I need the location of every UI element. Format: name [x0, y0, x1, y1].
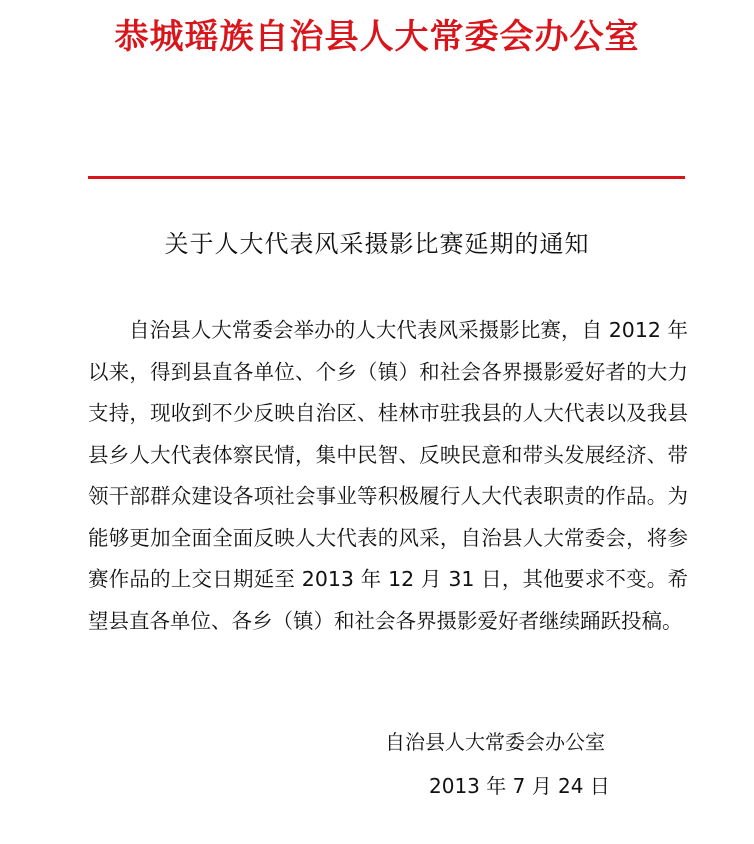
signature-date: 2013 年 7 月 24 日 [429, 774, 610, 798]
signature-organization: 自治县人大常委会办公室 [385, 730, 605, 754]
letterhead-divider [88, 176, 685, 179]
letterhead-title: 恭城瑶族自治县人大常委会办公室 [114, 17, 640, 57]
notice-body: 自治县人大常委会举办的人大代表风采摄影比赛，自 2012 年以来，得到县直各单位、个乡（镇）和社会各界摄影爱好者的大力支持，现收到不少反映自治区、桂林市驻我县的人大代表以及我县县乡人大代表体察民情，集中民智、反映民意和带头发展经济、带领干部群众建设各项社会事业等积极履行人大代表职责的作品。为能够更加全面全面反映人大代表的风采，自治县人大常委会，将参赛作品的上交日期延至 2013 年 12 月 31 日，其他要求不变。希望县直各单位、各乡（镇）和社会各界摄影爱好者继续踊跃投稿。 [88, 318, 688, 633]
notice-title: 关于人大代表风采摄影比赛延期的通知 [164, 230, 590, 258]
